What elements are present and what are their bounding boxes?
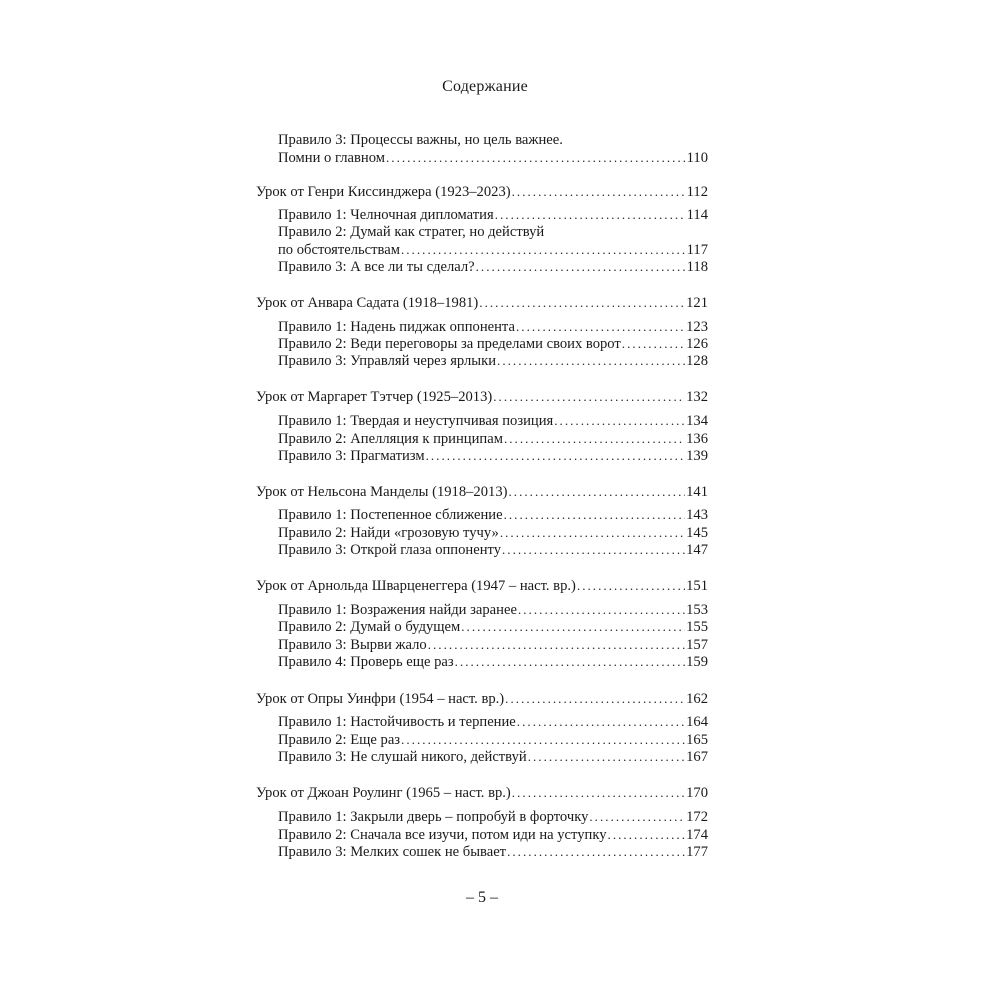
- dot-leader: [502, 541, 685, 558]
- dot-leader: [476, 258, 686, 275]
- toc-page-number: 143: [686, 507, 708, 523]
- dot-leader: [455, 653, 685, 670]
- toc-rule-entry[interactable]: [278, 258, 708, 276]
- toc-page-number: 117: [686, 242, 708, 258]
- toc-rule-text: Правило 1: Твердая и неуступчивая позиция: [278, 413, 554, 429]
- dot-leader: [507, 843, 685, 860]
- toc-lesson-entry[interactable]: [256, 388, 708, 406]
- toc-page-number: 151: [686, 578, 708, 594]
- dot-leader: [428, 636, 685, 653]
- toc-rule-entry[interactable]: [278, 713, 708, 731]
- dot-leader: [517, 713, 685, 730]
- toc-lesson-title: Урок от Арнольда Шварценеггера (1947 – наст. вр.): [256, 578, 576, 594]
- toc-page-number: 126: [686, 336, 708, 352]
- toc-rule-entry[interactable]: [278, 524, 708, 542]
- toc-rule-text: Правило 2: Еще раз: [278, 732, 401, 748]
- toc-lesson-title: Урок от Анвара Садата (1918–1981): [256, 295, 479, 311]
- toc-rule-entry[interactable]: [278, 731, 708, 749]
- toc-rule-entry[interactable]: [278, 843, 708, 861]
- toc-rule-text: Правило 3: Не слушай никого, действуй: [278, 749, 527, 765]
- dot-leader: [401, 241, 686, 258]
- dot-leader: [512, 183, 686, 200]
- toc-page-number: 155: [686, 619, 708, 635]
- toc-rule-entry[interactable]: [278, 335, 708, 353]
- toc-lesson-entry[interactable]: [256, 483, 708, 501]
- dot-leader: [386, 149, 686, 166]
- toc-page-number: 164: [686, 714, 708, 730]
- dot-leader: [518, 601, 685, 618]
- toc-rule-text: по обстоятельствам: [278, 242, 400, 258]
- dot-leader: [577, 577, 685, 594]
- toc-rule-text: Правило 3: А все ли ты сделал?: [278, 259, 475, 275]
- toc-rule-entry[interactable]: [278, 149, 708, 167]
- toc-rule-text: Правило 1: Настойчивость и терпение: [278, 714, 516, 730]
- dot-leader: [500, 524, 685, 541]
- toc-page-number: 139: [686, 448, 708, 464]
- toc-page-number: 136: [686, 431, 708, 447]
- toc-lesson-title: Урок от Генри Киссинджера (1923–2023): [256, 184, 511, 200]
- toc-rule-entry[interactable]: [278, 636, 708, 654]
- toc-page-number: 134: [686, 413, 708, 429]
- toc-rule-entry[interactable]: [278, 618, 708, 636]
- toc-page-number: 110: [686, 150, 708, 166]
- toc-rule-text: Правило 2: Веди переговоры за пределами своих ворот: [278, 336, 621, 352]
- toc-rule-entry[interactable]: [278, 808, 708, 826]
- dot-leader: [504, 430, 685, 447]
- toc-lesson-title: Урок от Джоан Роулинг (1965 – наст. вр.): [256, 785, 511, 801]
- dot-leader: [608, 826, 686, 843]
- toc-rule-entry[interactable]: [278, 826, 708, 844]
- toc-page-number: 147: [686, 542, 708, 558]
- dot-leader: [512, 784, 685, 801]
- toc-rule-entry[interactable]: [278, 430, 708, 448]
- toc-page-number: 132: [686, 389, 708, 405]
- toc-page-number: 165: [686, 732, 708, 748]
- toc-lesson-entry[interactable]: [256, 294, 708, 312]
- toc-rule-entry[interactable]: [278, 506, 708, 524]
- dot-leader: [479, 294, 685, 311]
- toc-rule-text: Правило 3: Открой глаза оппоненту: [278, 542, 501, 558]
- dot-leader: [554, 412, 685, 429]
- toc-rule-entry[interactable]: [278, 601, 708, 619]
- toc-rule-text: Правило 2: Апелляция к принципам: [278, 431, 503, 447]
- dot-leader: [426, 447, 686, 464]
- dot-leader: [495, 206, 686, 223]
- toc-rule-entry[interactable]: [278, 447, 708, 465]
- toc-lesson-entry[interactable]: [256, 577, 708, 595]
- toc-lesson-entry[interactable]: [256, 690, 708, 708]
- dot-leader: [516, 318, 685, 335]
- toc-rule-entry[interactable]: [278, 541, 708, 559]
- toc-rule-text: Правило 1: Закрыли дверь – попробуй в форточку: [278, 809, 589, 825]
- toc-page-number: 153: [686, 602, 708, 618]
- dot-leader: [401, 731, 685, 748]
- toc-page-number: 123: [686, 319, 708, 335]
- toc-lesson-title: Урок от Маргарет Тэтчер (1925–2013): [256, 389, 493, 405]
- toc-page-number: 172: [686, 809, 708, 825]
- toc-lesson-title: Урок от Нельсона Манделы (1918–2013): [256, 484, 508, 500]
- toc-rule-text: Правило 3: Управляй через ярлыки: [278, 353, 497, 369]
- toc-rule-text: Правило 3: Вырви жало: [278, 637, 427, 653]
- toc-rule-entry[interactable]: [278, 318, 708, 336]
- toc-page-number: 114: [686, 207, 708, 223]
- toc-page-number: 141: [686, 484, 708, 500]
- toc-page-number: 121: [686, 295, 708, 311]
- toc-rule-text: Правило 1: Челночная дипломатия: [278, 207, 494, 223]
- toc-page-number: 157: [686, 637, 708, 653]
- toc-rule-line: Правило 3: Процессы важны, но цель важнее.: [278, 132, 563, 148]
- toc-rule-entry[interactable]: [278, 653, 708, 671]
- toc-page-number: 159: [686, 654, 708, 670]
- toc-page-number: 177: [686, 844, 708, 860]
- page-title: Содержание: [442, 78, 528, 95]
- toc-lesson-entry[interactable]: [256, 183, 708, 201]
- toc-page-number: 128: [686, 353, 708, 369]
- toc-rule-text: Правило 2: Найди «грозовую тучу»: [278, 525, 499, 541]
- dot-leader: [508, 483, 685, 500]
- page-number: – 5 –: [466, 889, 498, 906]
- toc-page-number: 162: [686, 691, 708, 707]
- toc-rule-text: Правило 2: Сначала все изучи, потом иди на уступку: [278, 827, 607, 843]
- toc-lesson-entry[interactable]: [256, 784, 708, 802]
- toc-page-number: 167: [686, 749, 708, 765]
- toc-rule-text: Правило 1: Надень пиджак оппонента: [278, 319, 515, 335]
- toc-page-number: 145: [686, 525, 708, 541]
- dot-leader: [622, 335, 685, 352]
- toc-page-number: 174: [686, 827, 708, 843]
- toc-rule-text: Правило 3: Прагматизм: [278, 448, 425, 464]
- toc-rule-text: Правило 3: Мелких сошек не бывает: [278, 844, 507, 860]
- dot-leader: [493, 388, 685, 405]
- toc-page-number: 112: [686, 184, 708, 200]
- toc-rule-entry[interactable]: [278, 748, 708, 766]
- toc-lesson-title: Урок от Опры Уинфри (1954 – наст. вр.): [256, 691, 505, 707]
- dot-leader: [505, 690, 685, 707]
- dot-leader: [504, 506, 686, 523]
- toc-rule-line: Правило 2: Думай как стратег, но действуй: [278, 224, 545, 240]
- toc-rule-entry[interactable]: [278, 206, 708, 224]
- toc-rule-text: Правило 1: Постепенное сближение: [278, 507, 503, 523]
- toc-rule-entry[interactable]: [278, 412, 708, 430]
- dot-leader: [497, 352, 685, 369]
- toc-rule-text: Правило 1: Возражения найди заранее: [278, 602, 517, 618]
- toc-rule-text: Помни о главном: [278, 150, 385, 166]
- toc-rule-text: Правило 2: Думай о будущем: [278, 619, 461, 635]
- dot-leader: [461, 618, 685, 635]
- toc-rule-entry[interactable]: [278, 352, 708, 370]
- dot-leader: [589, 808, 685, 825]
- toc-page-number: 118: [686, 259, 708, 275]
- toc-page-number: 170: [686, 785, 708, 801]
- dot-leader: [528, 748, 685, 765]
- toc-rule-entry[interactable]: [278, 241, 708, 259]
- toc-rule-text: Правило 4: Проверь еще раз: [278, 654, 454, 670]
